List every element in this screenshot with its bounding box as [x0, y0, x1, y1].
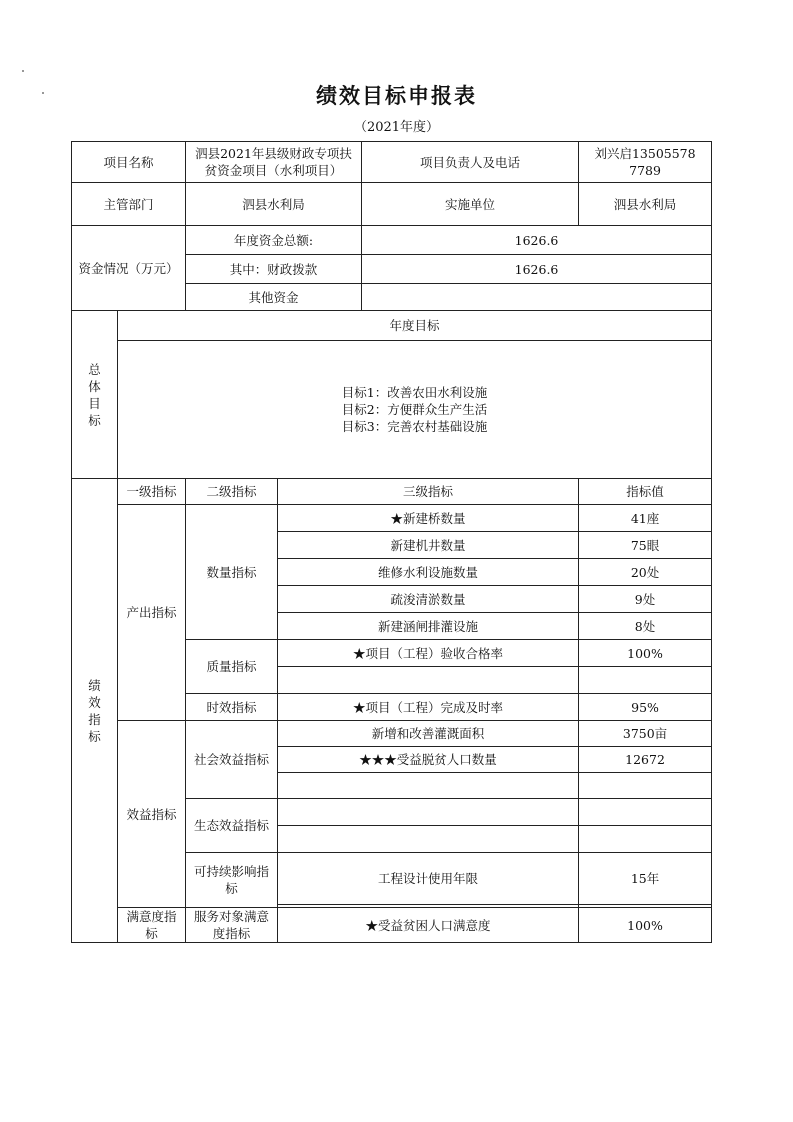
project-leader-value: 刘兴启13505578 7789 — [579, 142, 712, 183]
vertical-label-char: 效 — [88, 694, 101, 710]
funds-fiscal-value: 1626.6 — [362, 255, 712, 284]
implementing-unit-label: 实施单位 — [362, 183, 579, 226]
indicator-value — [579, 667, 712, 694]
indicator-name: 新建机井数量 — [278, 532, 579, 559]
scan-speck — [22, 70, 24, 72]
indicator-value: 12672 — [579, 747, 712, 773]
funds-fiscal-label: 其中：财政拨款 — [186, 255, 362, 284]
vertical-label-char: 体 — [88, 378, 101, 394]
goal-item: 目标1：改善农田水利设施 — [341, 385, 488, 400]
vertical-label-char: 总 — [88, 361, 101, 377]
indicator-name: 疏浚清淤数量 — [278, 586, 579, 613]
form-title: 绩效目标申报表 — [316, 84, 477, 108]
indicator-name — [278, 799, 579, 826]
vertical-label-char: 目 — [88, 395, 101, 411]
service-satisfaction-label: 服务对象满意度指标 — [186, 908, 278, 943]
indicator-name: ★新建桥数量 — [278, 505, 579, 532]
indicator-name — [278, 826, 579, 853]
col-value-header: 指标值 — [579, 479, 712, 505]
goal-item: 目标3：完善农村基础设施 — [341, 419, 488, 434]
sustainable-impact-label: 可持续影响指标 — [186, 853, 278, 908]
social-benefit-label: 社会效益指标 — [186, 721, 278, 799]
indicator-name: 维修水利设施数量 — [278, 559, 579, 586]
indicator-name: ★项目（工程）完成及时率 — [278, 694, 579, 721]
indicator-name: ★★★受益脱贫人口数量 — [278, 747, 579, 773]
funds-total-value: 1626.6 — [362, 226, 712, 255]
indicator-value: 100% — [579, 640, 712, 667]
indicator-value: 9处 — [579, 586, 712, 613]
project-leader-label: 项目负责人及电话 — [362, 142, 579, 183]
implementing-unit-value: 泗县水利局 — [579, 183, 712, 226]
indicator-name: 新增和改善灌溉面积 — [278, 721, 579, 747]
col-level1-header: 一级指标 — [118, 479, 186, 505]
timeliness-indicator-label: 时效指标 — [186, 694, 278, 721]
vertical-label-char: 标 — [88, 412, 101, 428]
indicator-value: 100% — [579, 908, 712, 943]
department-label: 主管部门 — [72, 183, 186, 226]
performance-indicator-label — [72, 479, 118, 943]
scan-speck — [42, 92, 44, 94]
indicator-value — [579, 826, 712, 853]
vertical-label-char: 指 — [88, 711, 101, 727]
vertical-label-char: 标 — [88, 728, 101, 744]
output-indicator-label: 产出指标 — [118, 505, 186, 721]
funds-label: 资金情况（万元） — [72, 226, 186, 311]
funds-other-value — [362, 284, 712, 311]
annual-goal-header: 年度目标 — [118, 311, 712, 341]
indicator-value: 3750亩 — [579, 721, 712, 747]
quantity-indicator-label: 数量指标 — [186, 505, 278, 640]
indicator-value: 75眼 — [579, 532, 712, 559]
vertical-label-char: 绩 — [88, 677, 101, 693]
ecological-benefit-label: 生态效益指标 — [186, 799, 278, 853]
satisfaction-indicator-label: 满意度指标 — [118, 908, 186, 943]
annual-goal-list — [118, 341, 712, 479]
department-value: 泗县水利局 — [186, 183, 362, 226]
indicator-value — [579, 773, 712, 799]
indicator-name — [278, 773, 579, 799]
quality-indicator-label: 质量指标 — [186, 640, 278, 694]
indicator-value — [579, 799, 712, 826]
indicator-name: ★项目（工程）验收合格率 — [278, 640, 579, 667]
indicator-value: 20处 — [579, 559, 712, 586]
indicator-value: 8处 — [579, 613, 712, 640]
performance-goal-table — [71, 141, 712, 943]
funds-other-label: 其他资金 — [186, 284, 362, 311]
form-year: （2021年度） — [353, 120, 440, 135]
indicator-name: ★受益贫困人口满意度 — [278, 908, 579, 943]
col-level3-header: 三级指标 — [278, 479, 579, 505]
indicator-value: 95% — [579, 694, 712, 721]
indicator-value: 41座 — [579, 505, 712, 532]
overall-goal-label — [72, 311, 118, 479]
funds-total-label: 年度资金总额: — [186, 226, 362, 255]
project-name-value: 泗县2021年县级财政专项扶贫资金项目（水利项目） — [186, 142, 362, 183]
project-name-label: 项目名称 — [72, 142, 186, 183]
benefit-indicator-label: 效益指标 — [118, 721, 186, 908]
goal-item: 目标2：方便群众生产生活 — [341, 402, 488, 417]
col-level2-header: 二级指标 — [186, 479, 278, 505]
indicator-name: 工程设计使用年限 — [278, 853, 579, 905]
indicator-name: 新建涵闸排灌设施 — [278, 613, 579, 640]
indicator-name — [278, 667, 579, 694]
indicator-value: 15年 — [579, 853, 712, 905]
